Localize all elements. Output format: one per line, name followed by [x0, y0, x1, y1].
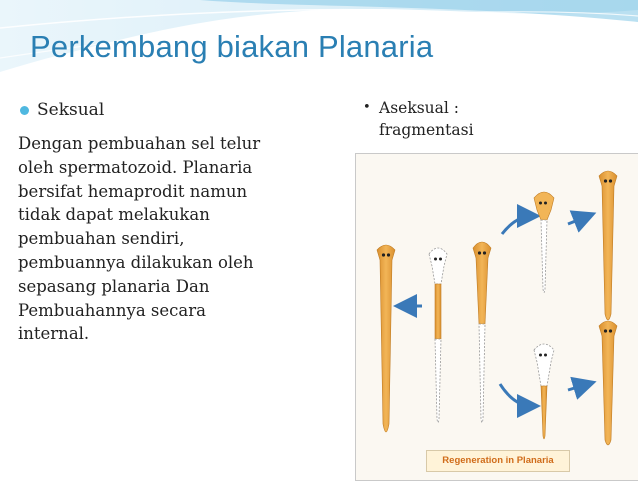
planaria-regeneration-figure — [355, 153, 638, 481]
planaria-bottom-middle — [534, 344, 554, 439]
slide-title: Perkembang biakan Planaria — [30, 29, 434, 64]
planaria-top-middle — [534, 192, 554, 293]
bullet-aseksual-line2 — [363, 119, 623, 141]
bullet-symbol: • — [363, 100, 371, 115]
arrow-right-icon — [568, 216, 588, 224]
planaria-full-top-right — [599, 171, 617, 320]
paragraph-line: tidak dapat melakukan — [18, 205, 210, 225]
planaria-regenerating-2 — [429, 248, 447, 423]
paragraph-line: oleh spermatozoid. Planaria — [18, 157, 253, 177]
seksual-paragraph — [18, 132, 318, 346]
paragraph-line: pembuannya dilakukan oleh — [18, 252, 254, 272]
paragraph-line: pembuahan sendiri, — [18, 229, 185, 249]
figure-caption: Regeneration in Planaria — [426, 450, 570, 472]
bullet-aseksual-detail: fragmentasi — [379, 121, 474, 139]
arrow-up-right-icon — [502, 216, 532, 234]
bullet-dot-icon — [20, 106, 29, 115]
paragraph-line: Pembuahannya secara — [18, 300, 206, 320]
planaria-full-left — [377, 245, 395, 432]
bullet-seksual — [18, 98, 338, 122]
arrow-right-icon — [568, 384, 588, 390]
paragraph-line: internal. — [18, 324, 90, 344]
paragraph-line: bersifat hemaprodit namun — [18, 181, 248, 201]
planaria-regeneration-illustration — [356, 154, 638, 480]
right-column — [363, 97, 623, 141]
planaria-full-bottom-right — [599, 321, 617, 445]
paragraph-line: sepasang planaria Dan — [18, 276, 210, 296]
arrow-down-right-icon — [500, 384, 532, 406]
paragraph-line: Dengan pembuahan sel telur — [18, 134, 261, 153]
bullet-aseksual — [363, 97, 623, 119]
planaria-regenerating-3 — [473, 242, 491, 423]
bullet-seksual-label: Seksual — [37, 100, 105, 120]
left-column — [18, 98, 338, 346]
bullet-aseksual-label: Aseksual : — [379, 99, 459, 117]
